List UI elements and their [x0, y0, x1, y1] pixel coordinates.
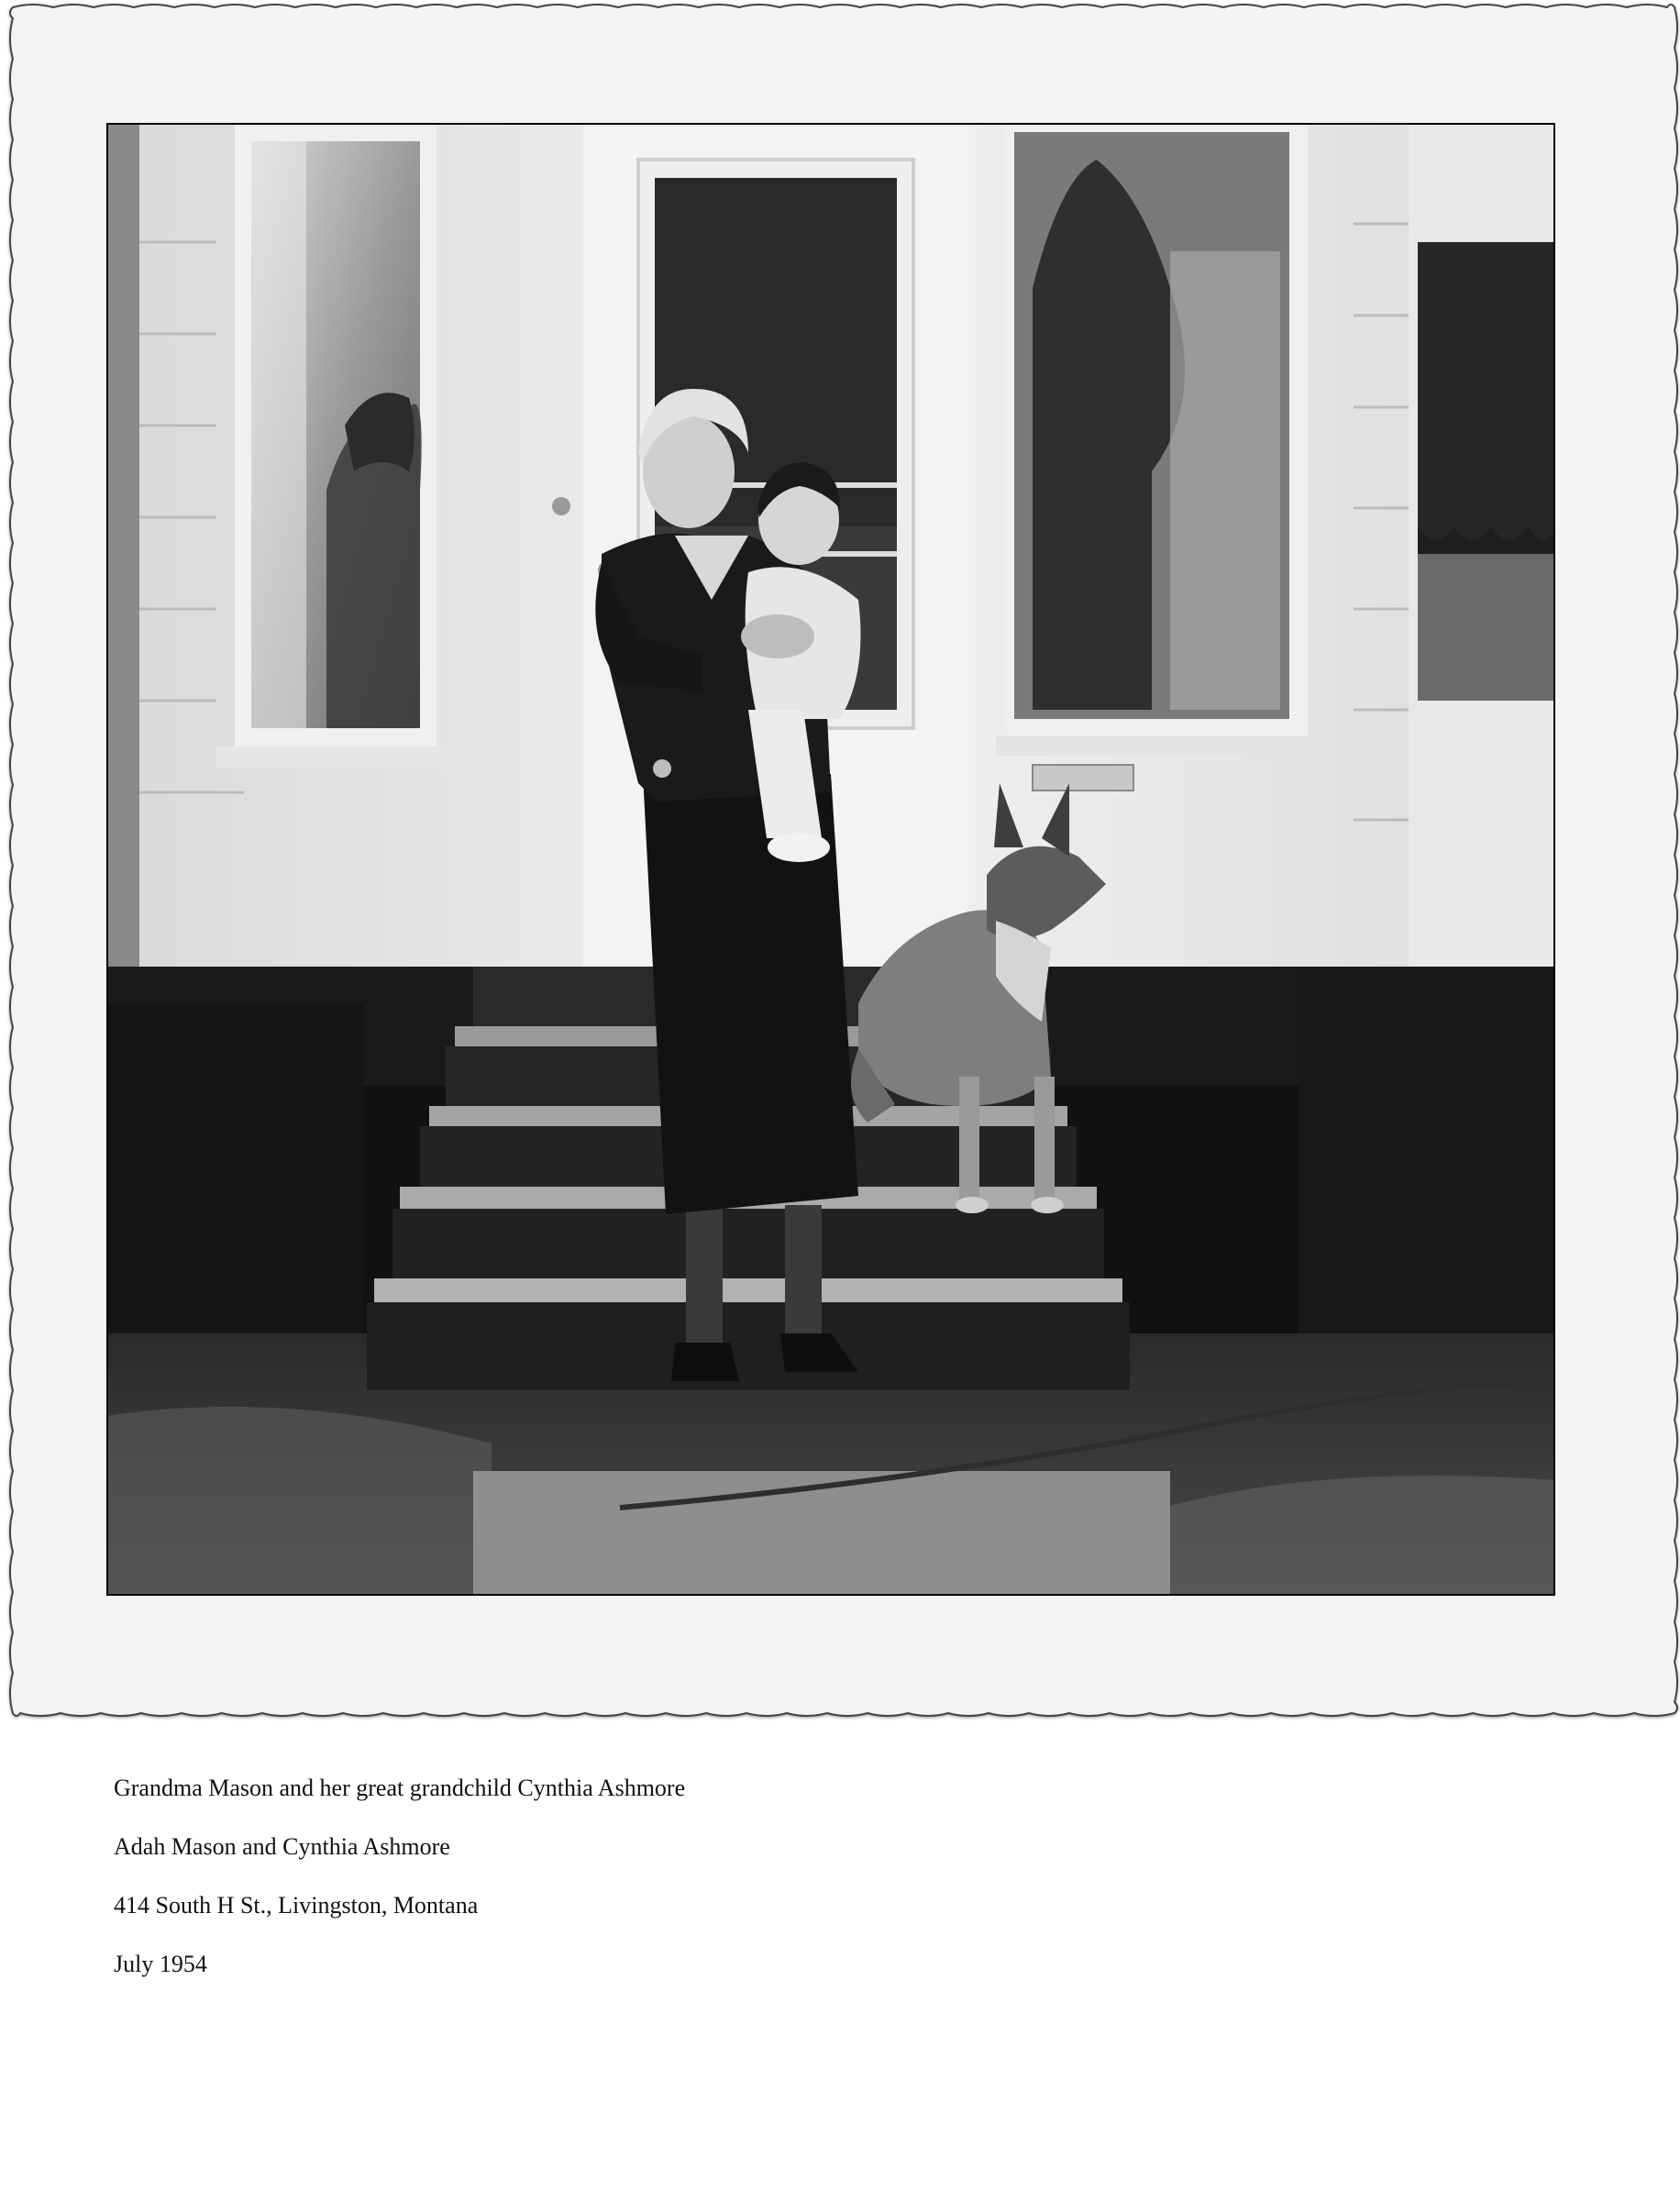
caption-address: 414 South H St., Livingston, Montana: [114, 1892, 479, 1919]
walkway: [473, 1471, 1170, 1596]
door-knob: [552, 497, 570, 515]
caption-names: Adah Mason and Cynthia Ashmore: [114, 1833, 450, 1860]
mail-slot: [1033, 765, 1133, 791]
photo-scene: [106, 123, 1555, 1596]
caption-date: July 1954: [114, 1951, 207, 1977]
photo-caption: [114, 1775, 1489, 2009]
family-photograph: [106, 123, 1555, 1596]
caption-title: Grandma Mason and her great grandchild Cynthia Ashmore: [114, 1775, 686, 1801]
